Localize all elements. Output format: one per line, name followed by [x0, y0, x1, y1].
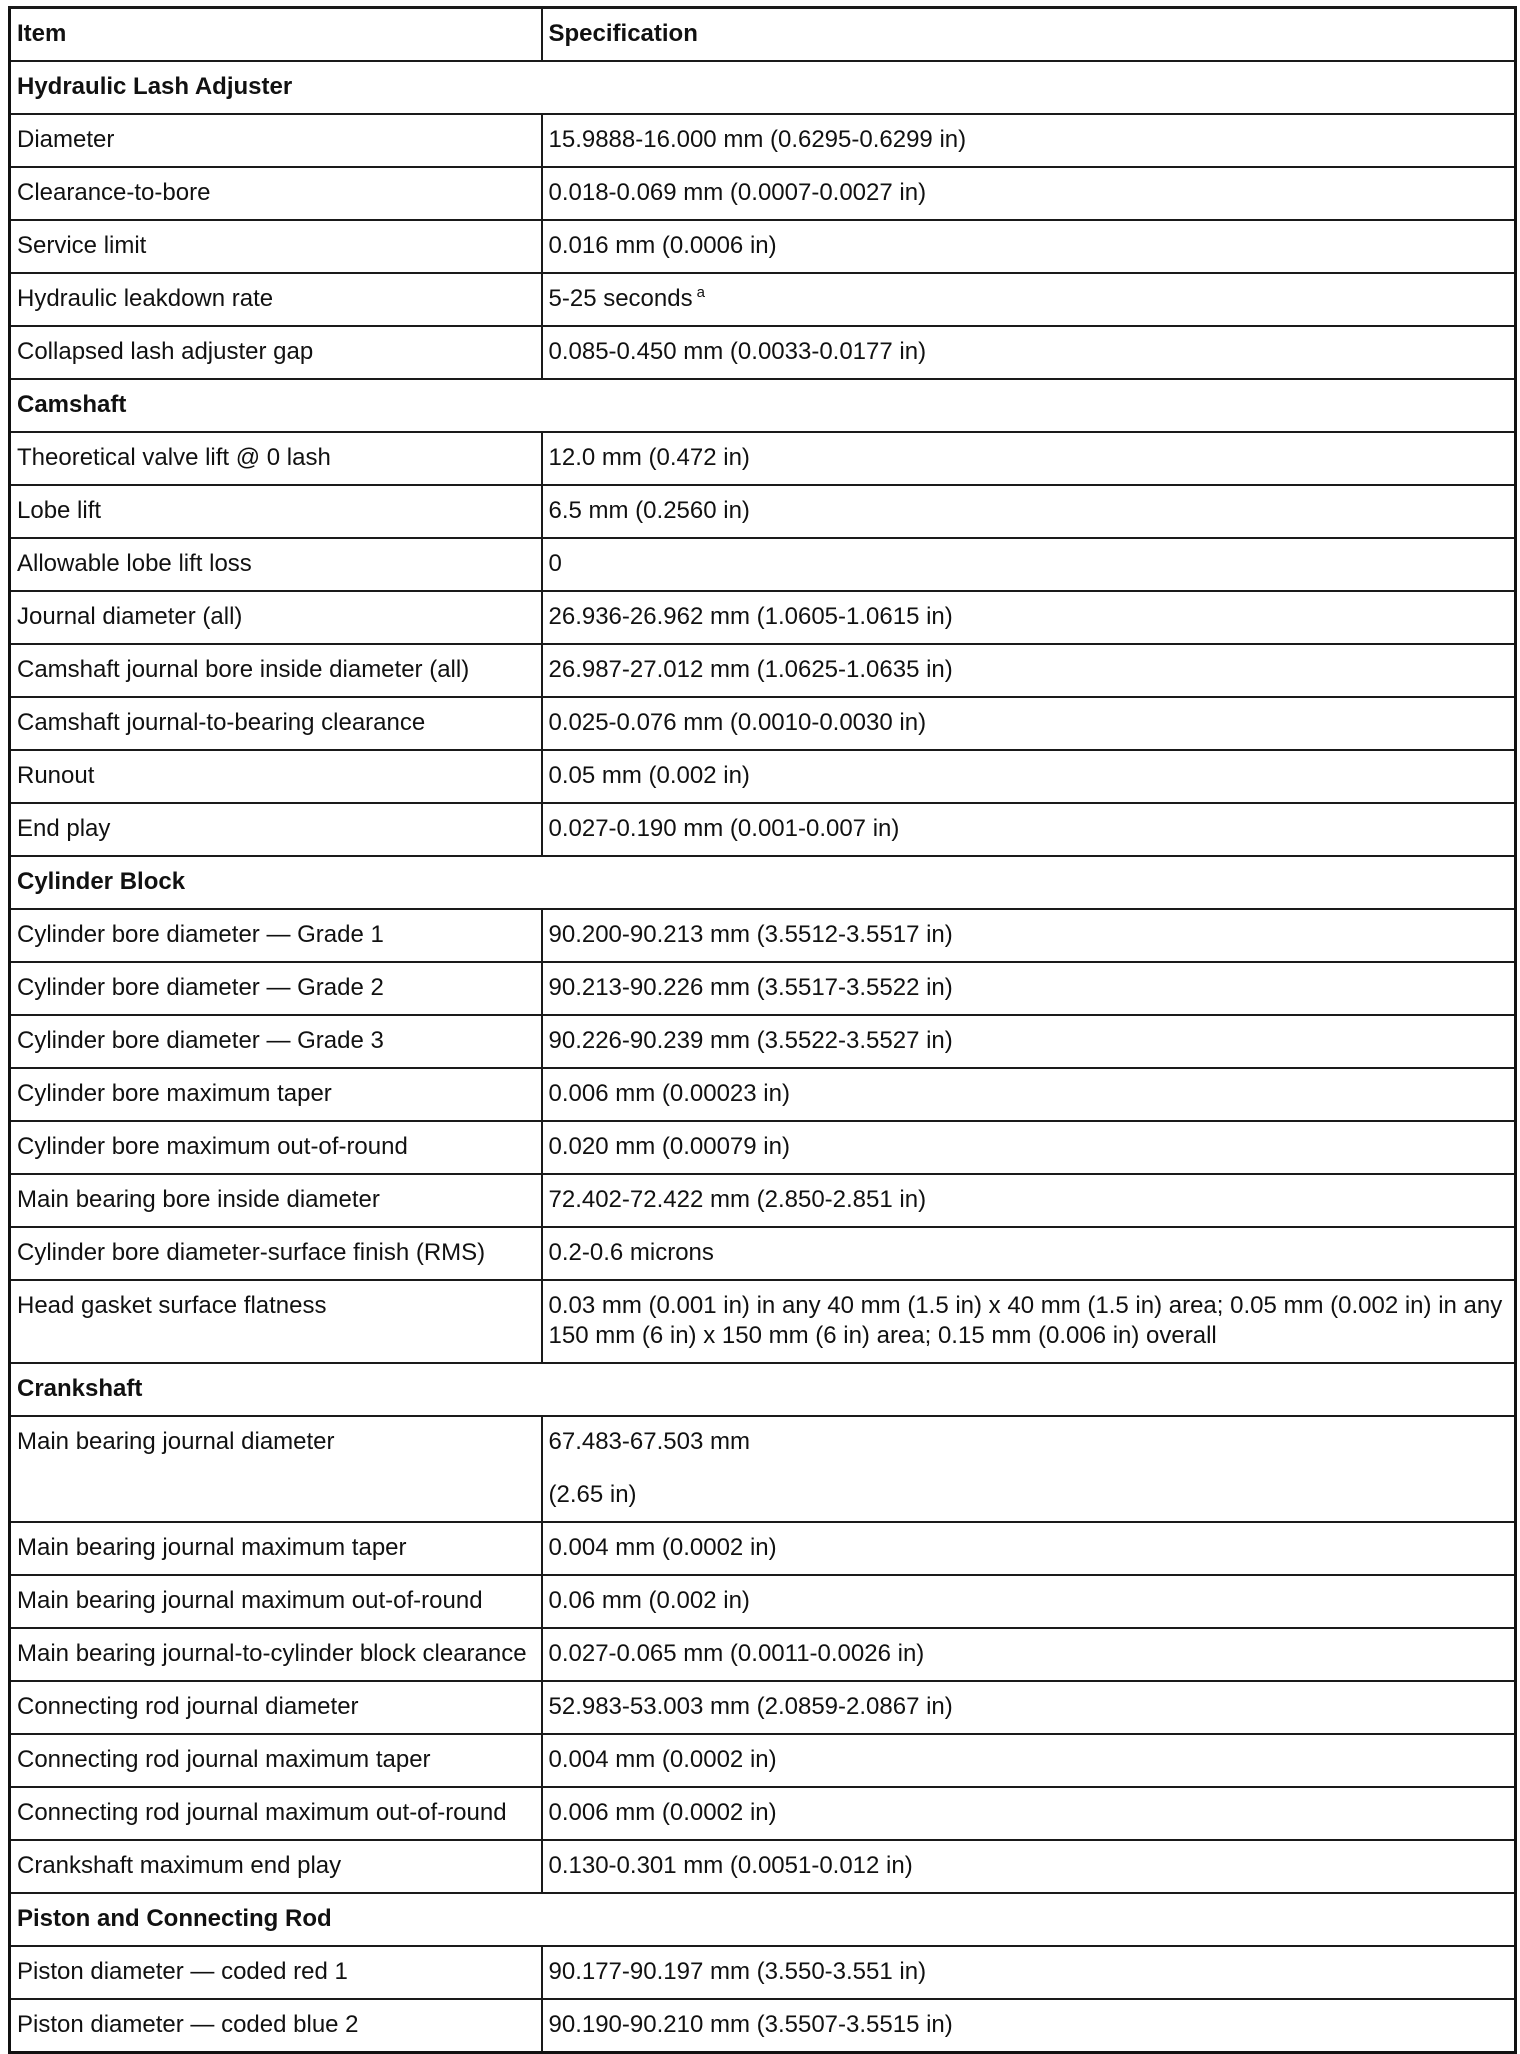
specification-cell	[542, 1734, 1516, 1787]
specification-cell	[542, 1522, 1516, 1575]
item-cell: Connecting rod journal maximum taper	[10, 1734, 542, 1787]
specification-cell	[542, 167, 1516, 220]
item-cell: Crankshaft maximum end play	[10, 1840, 542, 1893]
item-cell: Main bearing bore inside diameter	[10, 1174, 542, 1227]
table-row	[10, 1522, 1516, 1575]
specification-value: 0	[548, 550, 562, 577]
section-row-hydraulic-lash-adjuster	[10, 61, 1516, 114]
table-row	[10, 1999, 1516, 2053]
specification-value: 72.402-72.422 mm (2.850-2.851 in)	[548, 1186, 927, 1213]
specification-value: 15.9888-16.000 mm (0.6295-0.6299 in)	[548, 126, 967, 153]
table-row	[10, 962, 1516, 1015]
specification-cell	[542, 644, 1516, 697]
specification-value: 0.006 mm (0.00023 in)	[548, 1080, 790, 1107]
table-row	[10, 803, 1516, 856]
footnote-marker: a	[696, 284, 705, 301]
table-row	[10, 326, 1516, 379]
specification-value: 90.213-90.226 mm (3.5517-3.5522 in)	[548, 974, 953, 1001]
specification-cell	[542, 273, 1516, 326]
table-row	[10, 1734, 1516, 1787]
item-cell: Diameter	[10, 114, 542, 167]
specification-table	[8, 6, 1517, 2054]
item-cell: Collapsed lash adjuster gap	[10, 326, 542, 379]
item-cell: Connecting rod journal maximum out-of-round	[10, 1787, 542, 1840]
section-title: Crankshaft	[10, 1363, 1516, 1416]
specification-cell	[542, 1946, 1516, 1999]
specification-value: 5-25 seconds	[548, 285, 693, 312]
table-row	[10, 1787, 1516, 1840]
specification-value: 0.03 mm (0.001 in) in any 40 mm (1.5 in) x 40 mm (1.5 in) area; 0.05 mm (0.002 in) in any 150 mm (6 in) x 150 mm (6 in) area; 0.15 mm (0.006 in) overall	[548, 1292, 1503, 1349]
section-row-piston-and-connecting-rod	[10, 1893, 1516, 1946]
section-title: Piston and Connecting Rod	[10, 1893, 1516, 1946]
specification-cell	[542, 220, 1516, 273]
specification-cell	[542, 1575, 1516, 1628]
table-row	[10, 273, 1516, 326]
item-cell: Main bearing journal diameter	[10, 1416, 542, 1522]
specification-cell	[542, 909, 1516, 962]
specification-value: 0.05 mm (0.002 in)	[548, 762, 750, 789]
specification-cell	[542, 1121, 1516, 1174]
section-row-camshaft	[10, 379, 1516, 432]
item-cell: Cylinder bore diameter — Grade 3	[10, 1015, 542, 1068]
specification-cell	[542, 538, 1516, 591]
specification-cell	[542, 697, 1516, 750]
specification-value: 0.027-0.065 mm (0.0011-0.0026 in)	[548, 1640, 925, 1667]
item-cell: Cylinder bore maximum out-of-round	[10, 1121, 542, 1174]
section-row-cylinder-block	[10, 856, 1516, 909]
specification-value: 26.936-26.962 mm (1.0605-1.0615 in)	[548, 603, 953, 630]
specification-value: 52.983-53.003 mm (2.0859-2.0867 in)	[548, 1693, 953, 1720]
table-row	[10, 591, 1516, 644]
table-row	[10, 1416, 1516, 1522]
specification-cell	[542, 432, 1516, 485]
item-cell: Service limit	[10, 220, 542, 273]
item-cell: Allowable lobe lift loss	[10, 538, 542, 591]
item-cell: Clearance-to-bore	[10, 167, 542, 220]
specification-cell	[542, 1416, 1516, 1522]
item-cell: Head gasket surface flatness	[10, 1280, 542, 1363]
specification-value: 0.2-0.6 microns	[548, 1239, 714, 1266]
item-cell: Theoretical valve lift @ 0 lash	[10, 432, 542, 485]
specification-value: 0.130-0.301 mm (0.0051-0.012 in)	[548, 1852, 913, 1879]
specification-cell	[542, 1227, 1516, 1280]
table-row	[10, 1068, 1516, 1121]
specification-cell	[542, 1280, 1516, 1363]
specification-cell	[542, 1840, 1516, 1893]
specification-value: 0.06 mm (0.002 in)	[548, 1587, 750, 1614]
table-row	[10, 1681, 1516, 1734]
specification-cell	[542, 1174, 1516, 1227]
table-row	[10, 750, 1516, 803]
item-cell: Journal diameter (all)	[10, 591, 542, 644]
specification-cell	[542, 485, 1516, 538]
section-title: Camshaft	[10, 379, 1516, 432]
specification-cell	[542, 591, 1516, 644]
item-cell: End play	[10, 803, 542, 856]
table-row	[10, 485, 1516, 538]
specification-value: 0.025-0.076 mm (0.0010-0.0030 in)	[548, 709, 927, 736]
table-row	[10, 1015, 1516, 1068]
specification-line: 67.483-67.503 mm	[548, 1428, 750, 1455]
item-cell: Runout	[10, 750, 542, 803]
specification-value: 90.200-90.213 mm (3.5512-3.5517 in)	[548, 921, 953, 948]
table-row	[10, 644, 1516, 697]
item-cell: Cylinder bore diameter — Grade 1	[10, 909, 542, 962]
column-header-item: Item	[10, 8, 542, 62]
item-cell: Cylinder bore maximum taper	[10, 1068, 542, 1121]
specification-value: 0.006 mm (0.0002 in)	[548, 1799, 777, 1826]
specification-value: 0.020 mm (0.00079 in)	[548, 1133, 790, 1160]
specification-value: 90.190-90.210 mm (3.5507-3.5515 in)	[548, 2011, 953, 2038]
specification-cell	[542, 803, 1516, 856]
table-row	[10, 909, 1516, 962]
table-row	[10, 1174, 1516, 1227]
spec-sheet	[8, 6, 1514, 2054]
specification-cell	[542, 114, 1516, 167]
table-header-row	[10, 8, 1516, 62]
column-header-specification: Specification	[542, 8, 1516, 62]
specification-line: (2.65 in)	[548, 1481, 637, 1508]
item-cell: Cylinder bore diameter-surface finish (RMS)	[10, 1227, 542, 1280]
table-row	[10, 1280, 1516, 1363]
table-row	[10, 1628, 1516, 1681]
section-title: Hydraulic Lash Adjuster	[10, 61, 1516, 114]
table-row	[10, 1575, 1516, 1628]
table-row	[10, 697, 1516, 750]
section-row-crankshaft	[10, 1363, 1516, 1416]
specification-value: 0.004 mm (0.0002 in)	[548, 1746, 777, 1773]
item-cell: Cylinder bore diameter — Grade 2	[10, 962, 542, 1015]
table-row	[10, 1227, 1516, 1280]
item-cell: Camshaft journal-to-bearing clearance	[10, 697, 542, 750]
item-cell: Camshaft journal bore inside diameter (all)	[10, 644, 542, 697]
table-row	[10, 114, 1516, 167]
specification-cell	[542, 1068, 1516, 1121]
table-row	[10, 538, 1516, 591]
specification-cell	[542, 1015, 1516, 1068]
specification-cell	[542, 1787, 1516, 1840]
specification-value: 0.004 mm (0.0002 in)	[548, 1534, 777, 1561]
specification-value: 0.027-0.190 mm (0.001-0.007 in)	[548, 815, 900, 842]
specification-cell	[542, 1999, 1516, 2053]
table-row	[10, 1121, 1516, 1174]
table-row	[10, 220, 1516, 273]
table-row	[10, 167, 1516, 220]
table-row	[10, 1840, 1516, 1893]
specification-value: 26.987-27.012 mm (1.0625-1.0635 in)	[548, 656, 953, 683]
specification-cell	[542, 1681, 1516, 1734]
specification-value: 6.5 mm (0.2560 in)	[548, 497, 750, 524]
item-cell: Main bearing journal-to-cylinder block clearance	[10, 1628, 542, 1681]
specification-value: 90.226-90.239 mm (3.5522-3.5527 in)	[548, 1027, 953, 1054]
table-row	[10, 1946, 1516, 1999]
specification-cell	[542, 326, 1516, 379]
item-cell: Connecting rod journal diameter	[10, 1681, 542, 1734]
table-body	[10, 61, 1516, 2053]
item-cell: Piston diameter — coded blue 2	[10, 1999, 542, 2053]
specification-value: 0.016 mm (0.0006 in)	[548, 232, 777, 259]
section-title: Cylinder Block	[10, 856, 1516, 909]
specification-cell	[542, 1628, 1516, 1681]
table-row	[10, 432, 1516, 485]
item-cell: Main bearing journal maximum out-of-round	[10, 1575, 542, 1628]
specification-value: 90.177-90.197 mm (3.550-3.551 in)	[548, 1958, 927, 1985]
specification-value: 12.0 mm (0.472 in)	[548, 444, 750, 471]
item-cell: Hydraulic leakdown rate	[10, 273, 542, 326]
item-cell: Lobe lift	[10, 485, 542, 538]
specification-cell	[542, 962, 1516, 1015]
specification-cell	[542, 750, 1516, 803]
specification-value: 0.018-0.069 mm (0.0007-0.0027 in)	[548, 179, 927, 206]
specification-value: 0.085-0.450 mm (0.0033-0.0177 in)	[548, 338, 927, 365]
item-cell: Piston diameter — coded red 1	[10, 1946, 542, 1999]
item-cell: Main bearing journal maximum taper	[10, 1522, 542, 1575]
